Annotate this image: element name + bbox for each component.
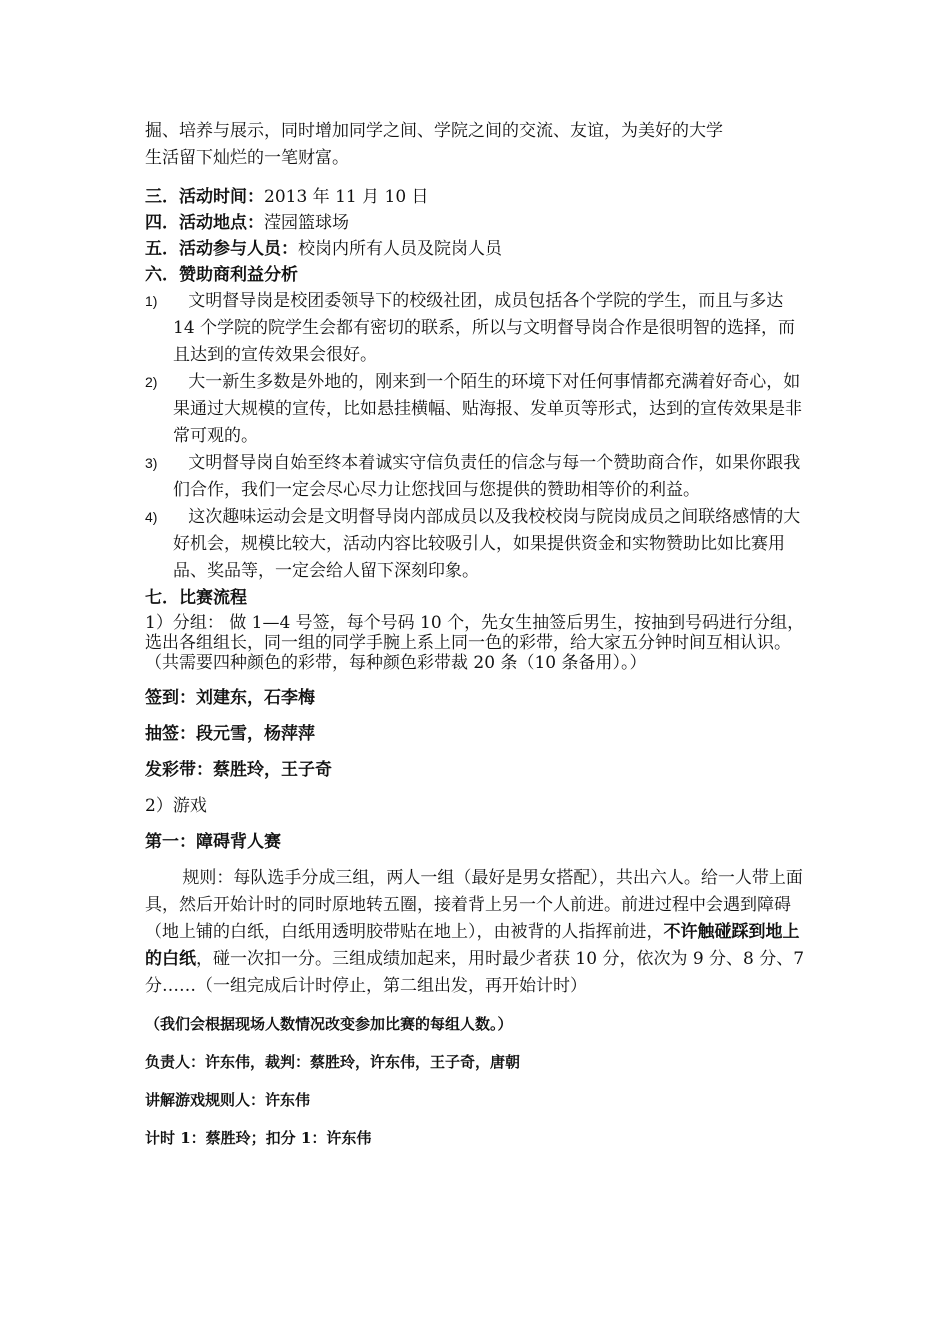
role-draw: 抽签：段元雪，杨萍萍 [145,724,315,744]
game1-leader: 负责人：许东伟，裁判：蔡胜玲，许东伟，王子奇，唐朝 [145,1053,521,1071]
section-people-value: 校岗内所有人员及院岗人员 [298,239,502,259]
game1-title: 第一：障碍背人赛 [145,832,281,852]
game1-note: （我们会根据现场人数情况改变参加比赛的每组人数。） [145,1015,513,1033]
intro-line-1: 掘、培养与展示，同时增加同学之间、学院之间的交流、友谊，为美好的大学 [145,121,723,141]
spacer [145,172,810,184]
list-item [145,450,810,504]
section-flow-heading: 七．比赛流程 [145,588,247,608]
game1-rules [145,865,810,1000]
intro-line-2: 生活留下灿烂的一笔财富。 [145,148,349,168]
section-time-value: 2013 年 11 月 10 日 [264,187,429,207]
list-item-number: 4) [145,509,158,525]
list-item [145,288,810,369]
list-item-text: 文明督导岗是校团委领导下的校级社团，成员包括各个学院的学生，而且与多达 14 个学院的院学生会都有密切的联系，所以与文明督导岗合作是很明智的选择，而且达到的宣传效果会很好。 [173,291,796,365]
game1-timer: 计时 1：蔡胜玲；扣分 1：许东伟 [145,1129,372,1147]
list-item [145,369,810,450]
game1-explainer: 讲解游戏规则人：许东伟 [145,1091,311,1109]
list-item [145,504,810,585]
section-time [145,184,810,210]
section-people [145,236,810,262]
game1-rules-part-b: ，碰一次扣一分。三组成绩加起来，用时最少者获 10 分，依次为 9 分、8 分、7 分……（一组完成后计时停止，第二组出发，再开始计时） [145,949,805,996]
section-time-label: 三．活动时间： [145,187,264,207]
list-item-number: 3) [145,455,158,471]
list-item-number: 2) [145,374,158,390]
section-place [145,210,810,236]
sponsor-merits-list [145,288,810,585]
section-people-label: 五．活动参与人员： [145,239,298,259]
section-place-value: 滢园篮球场 [264,213,349,233]
role-ribbon: 发彩带：蔡胜玲，王子奇 [145,760,332,780]
flow-grouping: 1）分组： 做 1—4 号签，每个号码 10 个，先女生抽签后男生，按抽到号码进行分组，选出各组组长，同一组的同学手腕上系上同一色的彩带，给大家五分钟时间互相认识。（共需要四种颜色的彩带，每种颜色彩带裁 20 条（10 条备用）。） [145,613,805,673]
game1-rules-emphasis: 不许触碰踩到地上的白纸 [145,922,800,969]
list-item-text: 这次趣味运动会是文明督导岗内部成员以及我校校岗与院岗成员之间联络感情的大好机会，规模比较大，活动内容比较吸引人，如果提供资金和实物赞助比如比赛用品、奖品等，一定会给人留下深刻印象。 [173,507,801,581]
flow-games: 2）游戏 [145,796,207,816]
list-item-text: 文明督导岗自始至终本着诚实守信负责任的信念与每一个赞助商合作，如果你跟我们合作，我们一定会尽心尽力让您找回与您提供的赞助相等价的利益。 [173,453,801,500]
game1-rules-part-a: 规则：每队选手分成三组，两人一组（最好是男女搭配），共出六人。给一人带上面具，然后开始计时的同时原地转五圈，接着背上另一个人前进。前进过程中会遇到障碍（地上铺的白纸，白纸用透明胶带贴在地上），由被背的人指挥前进， [145,868,803,942]
role-signin: 签到：刘建东，石李梅 [145,688,315,708]
section-sponsor-heading: 六．赞助商利益分析 [145,265,298,285]
section-place-label: 四．活动地点： [145,213,264,233]
list-item-number: 1) [145,293,158,309]
list-item-text: 大一新生多数是外地的，刚来到一个陌生的环境下对任何事情都充满着好奇心，如果通过大规模的宣传，比如悬挂横幅、贴海报、发单页等形式，达到的宣传效果是非常可观的。 [173,372,802,446]
